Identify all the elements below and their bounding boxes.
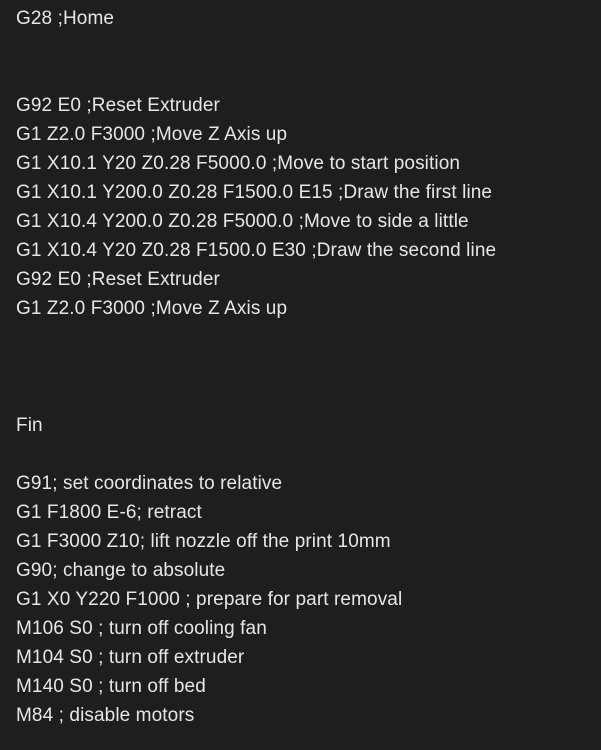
text-line-move-z-up-2[interactable]: G1 Z2.0 F3000 ;Move Z Axis up <box>16 298 288 319</box>
text-line-reset-extruder-2[interactable]: G92 E0 ;Reset Extruder <box>16 269 220 290</box>
text-line-fin[interactable]: Fin <box>16 415 43 436</box>
text-line-move-start[interactable]: G1 X10.1 Y20 Z0.28 F5000.0 ;Move to start position <box>16 153 461 174</box>
text-line-fan-off[interactable]: M106 S0 ; turn off cooling fan <box>16 618 267 639</box>
text-line-move-z-up[interactable]: G1 Z2.0 F3000 ;Move Z Axis up <box>16 124 288 145</box>
text-line-lift-nozzle[interactable]: G1 F3000 Z10; lift nozzle off the print 10mm <box>16 531 391 552</box>
text-line-disable-motors[interactable]: M84 ; disable motors <box>16 705 195 726</box>
text-line-draw-first[interactable]: G1 X10.1 Y200.0 Z0.28 F1500.0 E15 ;Draw the first line <box>16 182 493 203</box>
text-line-extruder-off[interactable]: M104 S0 ; turn off extruder <box>16 647 245 668</box>
text-line-draw-second[interactable]: G1 X10.4 Y20 Z0.28 F1500.0 E30 ;Draw the second line <box>16 240 497 261</box>
text-line-home[interactable]: G28 ;Home <box>16 8 115 29</box>
text-line-absolute[interactable]: G90; change to absolute <box>16 560 226 581</box>
text-line-bed-off[interactable]: M140 S0 ; turn off bed <box>16 676 206 697</box>
text-line-part-removal[interactable]: G1 X0 Y220 F1000 ; prepare for part removal <box>16 589 403 610</box>
text-line-move-side[interactable]: G1 X10.4 Y200.0 Z0.28 F5000.0 ;Move to side a little <box>16 211 469 232</box>
text-line-relative[interactable]: G91; set coordinates to relative <box>16 473 283 494</box>
text-line-reset-extruder[interactable]: G92 E0 ;Reset Extruder <box>16 95 220 116</box>
text-line-retract[interactable]: G1 F1800 E-6; retract <box>16 502 202 523</box>
